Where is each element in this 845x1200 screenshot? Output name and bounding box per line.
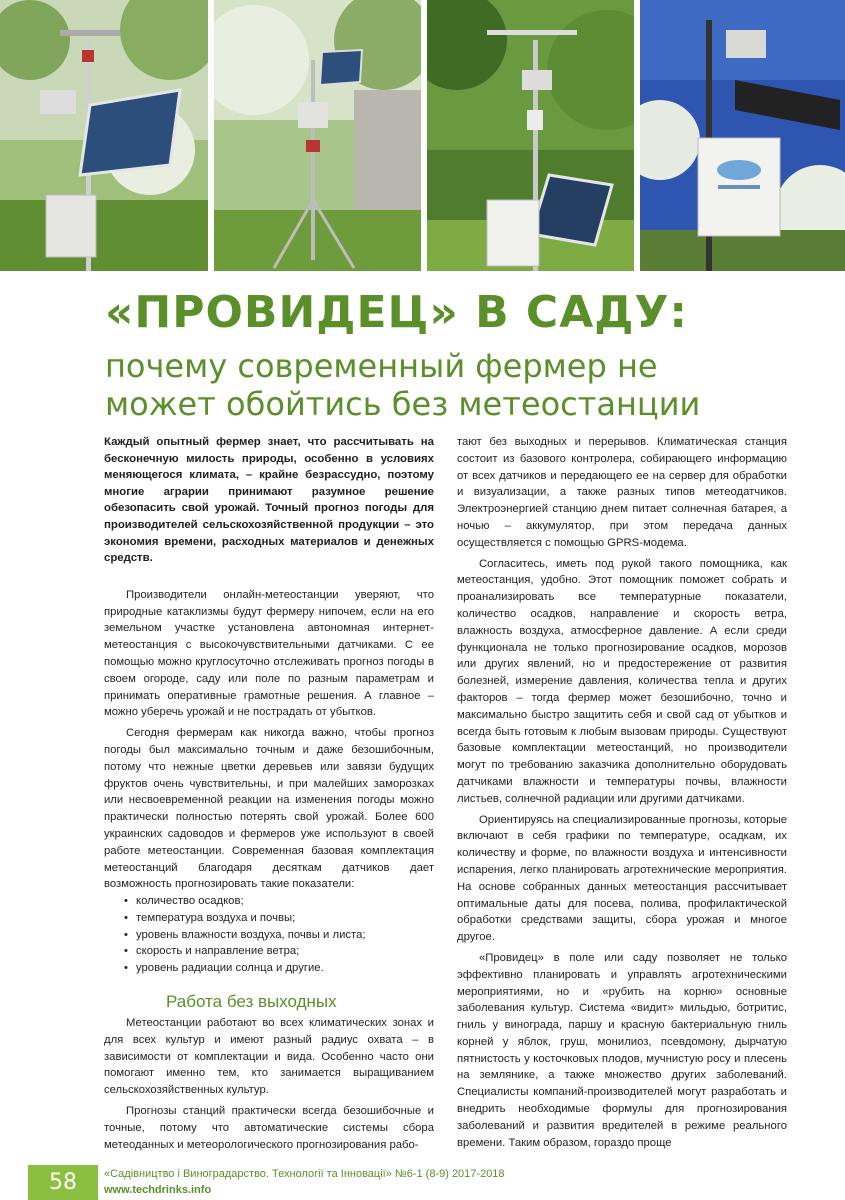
website-link[interactable]: www.techdrinks.info (104, 1184, 212, 1196)
article-subtitle-line-1: почему современный фермер не (105, 347, 658, 385)
photo-tripod-station (214, 0, 421, 271)
photo-mast-station (427, 0, 634, 271)
paragraph: тают без выходных и перерывов. Климатическая станция состоит из базового контролера, собирающего информацию от всех датчиков и передающего ее на сервер для обработки и визуализации, а также разных типов метеодатчиков. Электроэнергией станцию днем питает солнечная батарея, а ночью – аккумулятор, при этом передача данных осуществляется с помощью GPRS-модема. (457, 436, 787, 549)
list-item: • количество осадков; (124, 893, 434, 910)
paragraph: Метеостанции работают во всех климатических зонах и для всех культур и имеют разный радиус охвата – в зависимости от комплектации и вида. Особенно часто они помогают именно тем, кто занимается выращиванием сельскохозяйственных культур. (104, 1017, 434, 1097)
paragraph: Ориентируясь на специализированные прогнозы, которые включают в себя графики по температуре, осадкам, их количеству и форме, по влажности воздуха и интенсивности испарения, легко планировать агротехнические мероприятия. На основе собранных данных метеостанция рассчитывает оптимальные даты для посева, полива, профилактической обработки средствами защиты, сбора урожая и многое другое. (457, 813, 787, 944)
indicator-list (104, 893, 434, 977)
list-item: • уровень радиации солнца и другие. (124, 960, 434, 977)
lead-paragraph: Каждый опытный фермер знает, что рассчитывать на бесконечную милость природы, особенно в условиях меняющегося климата, – крайне безрассудно, поэтому многие аграрии принимают разумное решение обезопасить свой урожай. Точный прогноз погоды для производителей сельскохозяйственной продукции – это экономия времени, расходных материалов и денежных средств. (104, 436, 434, 565)
page-number: 58 (49, 1170, 77, 1195)
paragraph: Прогнозы станций практически всегда безошибочные и точные, потому что автоматические системы сбора метеоданных и метеорологического прогнозирования рабо- (104, 1105, 434, 1151)
paragraph: «Провидец» в поле или саду позволяет не только эффективно планировать и управлять агротехническими мероприятиями, но и «рубить на корню» основные заболевания культур. Система «видит» мильдью, ботритис, гниль у винограда, паршу и красную бактериальную гниль корней у яблок, груш, монилиоз, псевдомону, дырчатую пятнистость у косточковых плодов, мучнистую росу и плесень на землянике, а также множество других заболеваний. Специалисты компаний-производителей могут разработать и внедрить необходимые формулы для прогнозирования заболеваний и развития вредителей в режиме реального времени. Таким образом, гораздо проще (457, 951, 787, 1149)
article-title-block (105, 283, 825, 423)
right-column (457, 434, 787, 1151)
photo-controller-box (640, 0, 845, 271)
article-title: «ПРОВИДЕЦ» В САДУ: (105, 287, 688, 338)
list-item: • уровень влажности воздуха, почвы и листа; (124, 927, 434, 944)
photo-orchard-station (0, 0, 208, 271)
section-heading: Работа без выходных (166, 992, 337, 1012)
journal-citation: «Садівництво і Виноградарство. Технології та Інновації» №6-1 (8-9) 2017-2018 (104, 1168, 505, 1180)
paragraph: Согласитесь, иметь под рукой такого помощника, как метеостанция, удобно. Этот помощник поможет собрать и проанализировать все температурные показатели, количество осадков, направление и скорость ветра, влажность воздуха, атмосферное давление. А если среди функционала не только прогнозирование осадков, морозов или других явлений, но и предостережение от развития болезней, измерение давления, количества тепла и других факторов – тогда фермер может безошибочно, точно и максимально быстро защитить себя и свой сад от убытков и всегда быть готовым к любым вызовам природы. Существуют базовые комплектации метеостанций, но производители могут по требованию заказчика дополнительно оборудовать датчиками влажности и температуры почвы, влажности листьев, солнечной радиации или другими датчиками. (457, 557, 787, 805)
page-footer (0, 1165, 845, 1200)
paragraph: Сегодня фермерам как никогда важно, чтобы прогноз погоды был максимально точным и даже безошибочным, потому что нежные цветки деревьев или завязи будущих фруктов очень чувствительны, и при малейших заморозках или несвоевременной реакции на изменения погоды можно практически полностью потерять свой урожай. Более 600 украинских садоводов и фермеров уже используют в своей работе метеостанции. Современная базовая комплектация метеостанций благодаря десяткам датчиков дает возможность прогнозировать такие показатели: (104, 727, 434, 891)
left-column (104, 434, 434, 1153)
list-item: • температура воздуха и почвы; (124, 910, 434, 927)
photo-strip (0, 0, 845, 271)
article-subtitle-line-2: может обойтись без метеостанции (105, 385, 701, 423)
paragraph: Производители онлайн-метеостанции уверяют, что природные катаклизмы будут фермеру нипочем, если на его земельном участке установлена автономная интернет-метеостанция с высокочувствительными датчиками. С ее помощью можно круглосуточно отслеживать прогноз погоды в своем огороде, саду или поле по разным параметрам и принимать оперативные грамотные решения. А главное – можно уберечь урожай и не пострадать от убытков. (104, 588, 434, 719)
list-item: • скорость и направление ветра; (124, 943, 434, 960)
page-number-box (28, 1165, 98, 1200)
